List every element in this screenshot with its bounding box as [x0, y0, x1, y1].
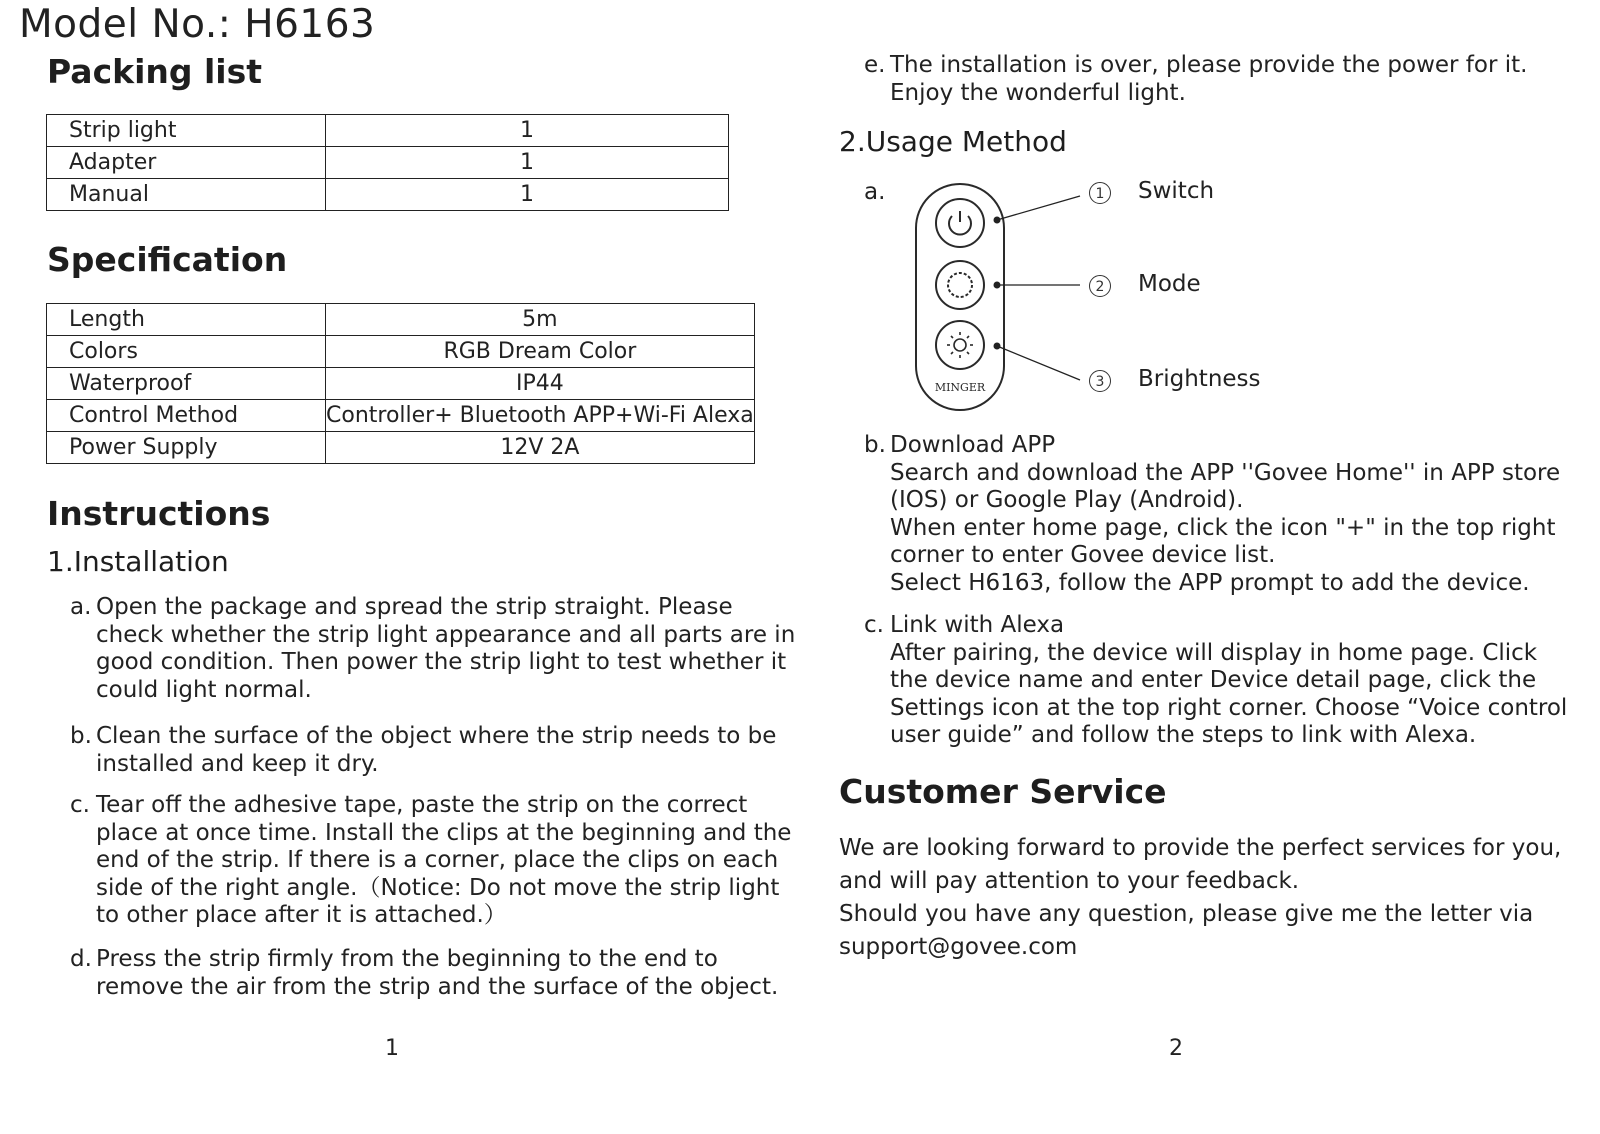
callout-label-mode: Mode [1138, 271, 1201, 297]
step-text-line: Download APP [890, 432, 1056, 458]
step-letter: c. [864, 612, 884, 638]
usage-step-b [864, 432, 1560, 598]
brightness-icon [936, 321, 984, 369]
spec-name: Colors [47, 336, 326, 368]
step-letter: a. [70, 594, 92, 620]
table-row [47, 432, 755, 464]
table-row [47, 336, 755, 368]
table-row [47, 147, 729, 179]
callout-label-brightness: Brightness [1138, 366, 1261, 392]
controller-diagram [900, 175, 1120, 420]
page-number: 1 [385, 1036, 399, 1061]
step-text-line: Select H6163, follow the APP prompt to add the device. [890, 569, 1530, 596]
packing-item-name: Adapter [47, 147, 326, 179]
spec-value: IP44 [326, 368, 755, 400]
step-text-line: place at once time. Install the clips at the beginning and the [96, 819, 792, 846]
mode-ring-icon [936, 261, 984, 309]
installation-step-b [70, 723, 776, 778]
step-text-line: Link with Alexa [890, 612, 1065, 638]
specification-title: Specification [47, 240, 288, 279]
service-text-line: and will pay attention to your feedback. [839, 868, 1300, 894]
callout-number: 1 [1089, 182, 1111, 204]
installation-step-a [70, 594, 795, 704]
power-icon [936, 199, 984, 247]
step-text-line: (IOS) or Google Play (Android). [890, 487, 1244, 514]
spec-value: Controller+ Bluetooth APP+Wi-Fi Alexa [326, 400, 755, 432]
installation-step-d [70, 946, 778, 1001]
usage-method-title: 2.Usage Method [839, 125, 1067, 158]
step-text-line: could light normal. [96, 676, 312, 703]
callout-number: 2 [1089, 275, 1111, 297]
callout-number: 3 [1089, 370, 1111, 392]
installation-title: 1.Installation [47, 545, 229, 578]
spec-value: RGB Dream Color [326, 336, 755, 368]
step-text-line: to other place after it is attached.） [96, 902, 507, 929]
specification-table [46, 303, 755, 464]
packing-list-table [46, 114, 729, 211]
step-text-line: installed and keep it dry. [96, 750, 379, 777]
packing-item-qty: 1 [326, 147, 729, 179]
step-text-line: corner to enter Govee device list. [890, 542, 1276, 569]
callout-line [997, 196, 1080, 220]
step-text-line: Clean the surface of the object where the strip needs to be [96, 723, 777, 749]
table-row [47, 115, 729, 147]
spec-name: Control Method [47, 400, 326, 432]
step-text-line: Search and download the APP ''Govee Home'' in APP store [890, 459, 1561, 486]
installation-step-c [70, 792, 791, 930]
customer-service-title: Customer Service [839, 772, 1167, 811]
step-letter: b. [70, 723, 92, 749]
step-text-line: Settings icon at the top right corner. Choose “Voice control [890, 694, 1568, 721]
spec-value: 5m [326, 304, 755, 336]
callout-line [997, 346, 1080, 380]
step-letter: d. [70, 946, 92, 972]
packing-item-name: Manual [47, 179, 326, 211]
step-text-line: Tear off the adhesive tape, paste the strip on the correct [96, 792, 748, 818]
spec-name: Power Supply [47, 432, 326, 464]
step-text-line: Press the strip firmly from the beginning to the end to [96, 946, 718, 972]
table-row [47, 368, 755, 400]
step-text-line: The installation is over, please provide the power for it. [890, 52, 1528, 78]
usage-step-letter: a. [864, 179, 886, 205]
step-text-line: When enter home page, click the icon "+" in the top right [890, 514, 1556, 541]
step-text-line: Open the package and spread the strip straight. Please [96, 594, 733, 620]
service-text-line: Should you have any question, please give me the letter via [839, 901, 1534, 927]
packing-list-title: Packing list [47, 52, 263, 91]
callout-label-switch: Switch [1138, 178, 1215, 204]
step-text-line: good condition. Then power the strip light to test whether it [96, 649, 787, 676]
step-text-line: check whether the strip light appearance and all parts are in [96, 621, 796, 648]
table-row [47, 179, 729, 211]
customer-service-text [839, 832, 1561, 964]
step-text-line: user guide” and follow the steps to link with Alexa. [890, 722, 1477, 749]
support-email-link[interactable]: support@govee.com [839, 934, 1078, 960]
spec-value: 12V 2A [326, 432, 755, 464]
table-row [47, 400, 755, 432]
installation-step-e [864, 52, 1527, 107]
controller-brand: MINGER [934, 381, 986, 394]
step-text-line: end of the strip. If there is a corner, place the clips on each [96, 847, 779, 874]
service-text-line: We are looking forward to provide the perfect services for you, [839, 835, 1562, 861]
instructions-title: Instructions [47, 494, 271, 533]
packing-item-name: Strip light [47, 115, 326, 147]
step-text-line: side of the right angle.（Notice: Do not move the strip light [96, 874, 780, 901]
step-text-line: the device name and enter Device detail page, click the [890, 667, 1537, 694]
step-letter: c. [70, 792, 90, 818]
step-text-line: After pairing, the device will display in home page. Click [890, 639, 1538, 666]
usage-step-c [864, 612, 1567, 750]
page-number: 2 [1169, 1036, 1183, 1061]
model-number: Model No.: H6163 [19, 2, 376, 47]
step-text-line: remove the air from the strip and the surface of the object. [96, 973, 779, 1000]
spec-name: Waterproof [47, 368, 326, 400]
step-letter: b. [864, 432, 886, 458]
step-text-line: Enjoy the wonderful light. [890, 79, 1186, 106]
step-letter: e. [864, 52, 886, 78]
packing-item-qty: 1 [326, 115, 729, 147]
spec-name: Length [47, 304, 326, 336]
packing-item-qty: 1 [326, 179, 729, 211]
table-row [47, 304, 755, 336]
